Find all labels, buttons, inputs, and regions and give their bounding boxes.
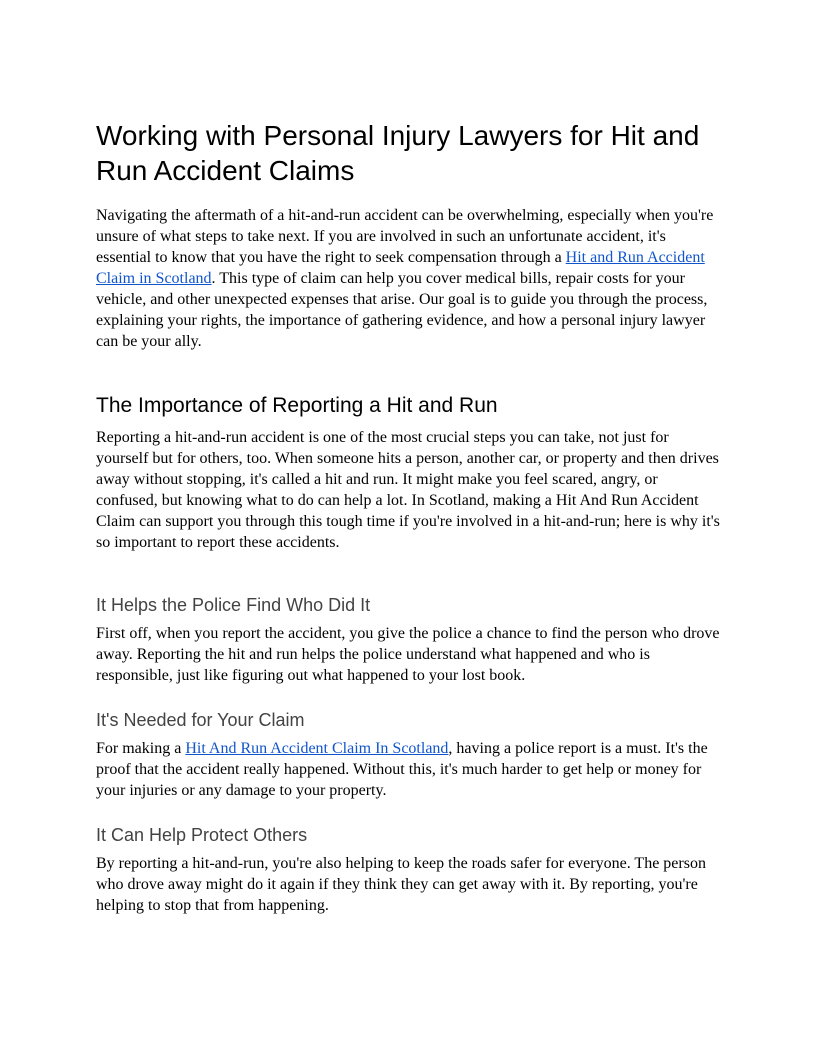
intro-paragraph bbox=[96, 205, 720, 352]
intro-text-after-link: . This type of claim can help you cover medical bills, repair costs for your vehicle, and other unexpected expenses that arise. Our goal is to guide you through the process, explaining your rights, the importance of gathering evidence, and how a personal injury lawyer can be your ally. bbox=[96, 270, 708, 350]
subsection-heading-needed-for-claim: It's Needed for Your Claim bbox=[96, 710, 305, 730]
section-paragraph: Reporting a hit-and-run accident is one of the most crucial steps you can take, not just for yourself but for others, too. When someone hits a person, another car, or property and then drives away without stopping, it's called a hit and run. It might make you feel scared, angry, or confused, but knowing what to do can help a lot. In Scotland, making a Hit And Run Accident Claim can support you through this tough time if you're involved in a hit-and-run; here is why it's so important to report these accidents. bbox=[96, 429, 720, 551]
subsection-heading-protect-others: It Can Help Protect Others bbox=[96, 825, 308, 845]
claim-text-after-link: , having a police report is a must. It's the proof that the accident really happened. Without this, it's much harder to get help or money for your injuries or any damage to your property. bbox=[96, 740, 708, 799]
section-heading-importance-of-reporting: The Importance of Reporting a Hit and Run bbox=[96, 394, 498, 417]
document-title: Working with Personal Injury Lawyers for Hit and Run Accident Claims bbox=[96, 120, 700, 186]
intro-text-before-link: Navigating the aftermath of a hit-and-run accident can be overwhelming, especially when you're unsure of what steps to take next. If you are involved in such an unfortunate accident, it's essential to know that you have the right to seek compensation through a bbox=[96, 207, 714, 266]
hit-and-run-claim-link[interactable]: Hit and Run Accident Claim in Scotland bbox=[96, 249, 705, 287]
subsection-paragraph-needed-for-claim bbox=[96, 738, 720, 801]
subsection-paragraph-protect-others: By reporting a hit-and-run, you're also helping to keep the roads safer for everyone. The person who drove away might do it again if they think they can get away with it. By reporting, you're helping to stop that from happening. bbox=[96, 855, 706, 914]
hit-and-run-claim-scotland-link[interactable]: Hit And Run Accident Claim In Scotland bbox=[185, 740, 449, 757]
subsection-paragraph-police-find: First off, when you report the accident, you give the police a chance to find the person who drove away. Reporting the hit and run helps the police understand what happened and who is responsible, just like figuring out what happened to your lost book. bbox=[96, 625, 720, 684]
subsection-heading-police-find: It Helps the Police Find Who Did It bbox=[96, 595, 371, 615]
claim-text-before-link: For making a bbox=[96, 740, 186, 757]
